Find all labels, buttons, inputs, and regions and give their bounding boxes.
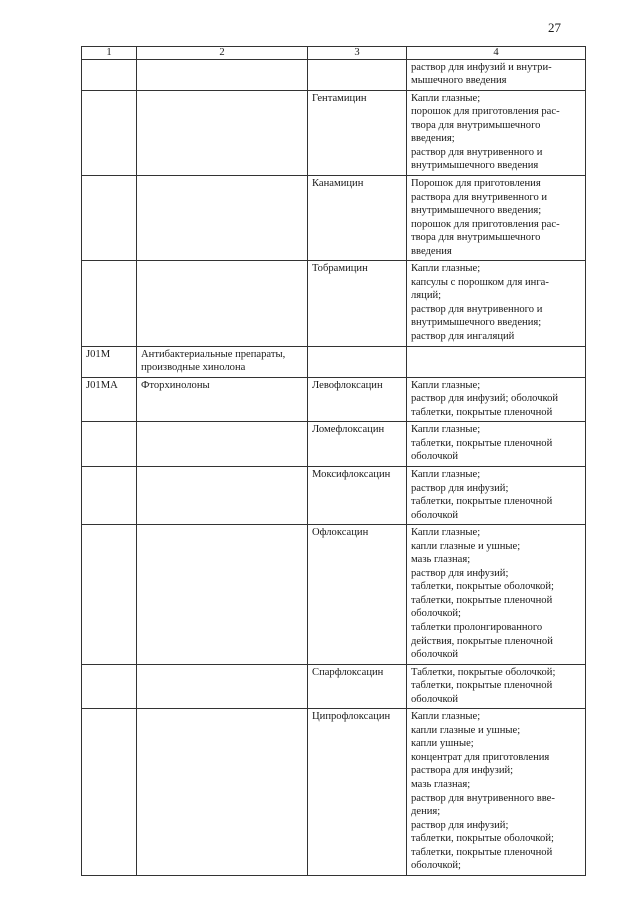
dosage-form-line: дения; [411, 806, 441, 818]
dosage-form-line: Капли глазные; [411, 379, 481, 391]
table-row [82, 377, 586, 422]
dosage-form-line: оболочкой; [411, 608, 461, 620]
dosage-form-line: твора для внутримышечного [411, 232, 541, 244]
table-row [82, 176, 586, 261]
dosage-form-line: таблетки, покрытые пленочной [411, 846, 553, 858]
dosage-form-line: оболочкой [411, 693, 459, 705]
dosage-form-line: мазь глазная; [411, 778, 471, 790]
atc-code-cell [82, 664, 137, 709]
dosage-form-line: концентрат для приготовления [411, 751, 550, 763]
dosage-form-line: раствор для ингаляций [411, 331, 515, 343]
dosage-form-line: Капли глазные; [411, 263, 481, 275]
page-number: 27 [548, 20, 561, 35]
medication-table [81, 46, 586, 876]
dosage-form-line: внутримышечного введения [411, 160, 539, 172]
column-header-3: 3 [308, 47, 407, 60]
dosage-form-line: Капли глазные; [411, 711, 481, 723]
dosage-forms-cell [407, 346, 586, 377]
group-cell [137, 377, 308, 422]
dosage-forms-cell [407, 709, 586, 876]
drug-name-cell: Канамицин [308, 176, 407, 261]
dosage-form-line: твора для внутримышечного [411, 119, 541, 131]
group-cell [137, 525, 308, 664]
drug-name-cell: Ломефлоксацин [308, 422, 407, 467]
dosage-form-line: действия, покрытые пленочной [411, 635, 553, 647]
dosage-form-line: раствор для внутривенного и [411, 146, 543, 158]
atc-code-cell: J01M [82, 346, 137, 377]
atc-code-cell: J01MA [82, 377, 137, 422]
atc-code-cell [82, 90, 137, 175]
dosage-forms-cell [407, 176, 586, 261]
dosage-forms-cell [407, 59, 586, 90]
dosage-form-line: Капли глазные; [411, 424, 481, 436]
atc-code-cell [82, 176, 137, 261]
atc-code-cell [82, 709, 137, 876]
dosage-form-line: Капли глазные; [411, 527, 481, 539]
atc-code-cell [82, 466, 137, 524]
dosage-form-line: раствор для инфузий; [411, 482, 509, 494]
header-row [82, 47, 586, 60]
group-cell [137, 422, 308, 467]
dosage-form-line: оболочкой [411, 649, 459, 661]
dosage-form-line: внутримышечного введения; [411, 205, 542, 217]
atc-code-cell [82, 59, 137, 90]
dosage-form-line: оболочкой [411, 451, 459, 463]
group-line: Фторхинолоны [141, 379, 210, 391]
dosage-form-line: раствор для инфузий; [411, 567, 509, 579]
dosage-form-line: таблетки пролонгированного [411, 621, 543, 633]
dosage-form-line: введения [411, 245, 452, 257]
drug-name-cell: Левофлоксацин [308, 377, 407, 422]
dosage-form-line: раствор для внутривенного вве- [411, 792, 555, 804]
table-body [82, 59, 586, 875]
group-cell [137, 261, 308, 346]
dosage-form-line: таблетки, покрытые оболочкой; [411, 833, 554, 845]
dosage-forms-cell [407, 377, 586, 422]
table-row [82, 664, 586, 709]
dosage-forms-cell [407, 466, 586, 524]
dosage-form-line: раствор для инфузий; [411, 819, 509, 831]
dosage-forms-cell [407, 90, 586, 175]
table-row [82, 422, 586, 467]
dosage-form-line: таблетки, покрытые пленочной [411, 406, 553, 418]
dosage-form-line: раствора для внутривенного и [411, 191, 548, 203]
dosage-form-line: таблетки, покрытые оболочкой; [411, 581, 554, 593]
dosage-form-line: капли ушные; [411, 738, 474, 750]
drug-name-cell: Гентамицин [308, 90, 407, 175]
dosage-form-line: Таблетки, покрытые оболочкой; [411, 666, 556, 678]
group-cell [137, 466, 308, 524]
dosage-form-line: капли глазные и ушные; [411, 540, 521, 552]
dosage-forms-cell [407, 261, 586, 346]
dosage-form-line: Капли глазные; [411, 92, 481, 104]
column-header-4: 4 [407, 47, 586, 60]
table-row [82, 466, 586, 524]
drug-name-cell: Тобрамицин [308, 261, 407, 346]
dosage-form-line: ляций; [411, 290, 442, 302]
table-row [82, 90, 586, 175]
column-header-2: 2 [137, 47, 308, 60]
group-cell [137, 176, 308, 261]
group-line: Антибактериальные препараты, [141, 348, 286, 360]
dosage-form-line: раствор для инфузий; оболочкой [411, 393, 559, 405]
dosage-form-line: капли глазные и ушные; [411, 724, 521, 736]
group-cell [137, 709, 308, 876]
atc-code-cell [82, 261, 137, 346]
atc-code-cell [82, 422, 137, 467]
table-row [82, 525, 586, 664]
table-row [82, 59, 586, 90]
drug-name-cell: Ципрофлоксацин [308, 709, 407, 876]
group-cell [137, 90, 308, 175]
column-header-1: 1 [82, 47, 137, 60]
drug-name-cell: Спарфлоксацин [308, 664, 407, 709]
drug-name-cell [308, 59, 407, 90]
group-line: производные хинолона [141, 362, 246, 374]
dosage-forms-cell [407, 525, 586, 664]
dosage-form-line: оболочкой [411, 509, 459, 521]
dosage-form-line: внутримышечного введения; [411, 317, 542, 329]
table-row [82, 709, 586, 876]
dosage-form-line: капсулы с порошком для инга- [411, 276, 549, 288]
dosage-form-line: таблетки, покрытые пленочной [411, 594, 553, 606]
dosage-forms-cell [407, 664, 586, 709]
dosage-form-line: оболочкой; [411, 860, 461, 872]
dosage-form-line: порошок для приготовления рас- [411, 218, 560, 230]
drug-name-cell: Моксифлоксацин [308, 466, 407, 524]
dosage-form-line: введения; [411, 133, 455, 145]
group-cell [137, 346, 308, 377]
dosage-form-line: порошок для приготовления рас- [411, 106, 560, 118]
dosage-form-line: таблетки, покрытые пленочной [411, 437, 553, 449]
dosage-form-line: таблетки, покрытые пленочной [411, 496, 553, 508]
dosage-form-line: раствор для инфузий и внутри- [411, 61, 552, 73]
table-row [82, 346, 586, 377]
atc-code-cell [82, 525, 137, 664]
dosage-form-line: раствор для внутривенного и [411, 303, 543, 315]
dosage-forms-cell [407, 422, 586, 467]
group-cell [137, 59, 308, 90]
dosage-form-line: таблетки, покрытые пленочной [411, 680, 553, 692]
dosage-form-line: Порошок для приготовления [411, 178, 541, 190]
group-cell [137, 664, 308, 709]
dosage-form-line: Капли глазные; [411, 468, 481, 480]
table-row [82, 261, 586, 346]
drug-name-cell [308, 346, 407, 377]
dosage-form-line: мазь глазная; [411, 554, 471, 566]
dosage-form-line: мышечного введения [411, 75, 507, 87]
dosage-form-line: раствора для инфузий; [411, 765, 514, 777]
drug-name-cell: Офлоксацин [308, 525, 407, 664]
